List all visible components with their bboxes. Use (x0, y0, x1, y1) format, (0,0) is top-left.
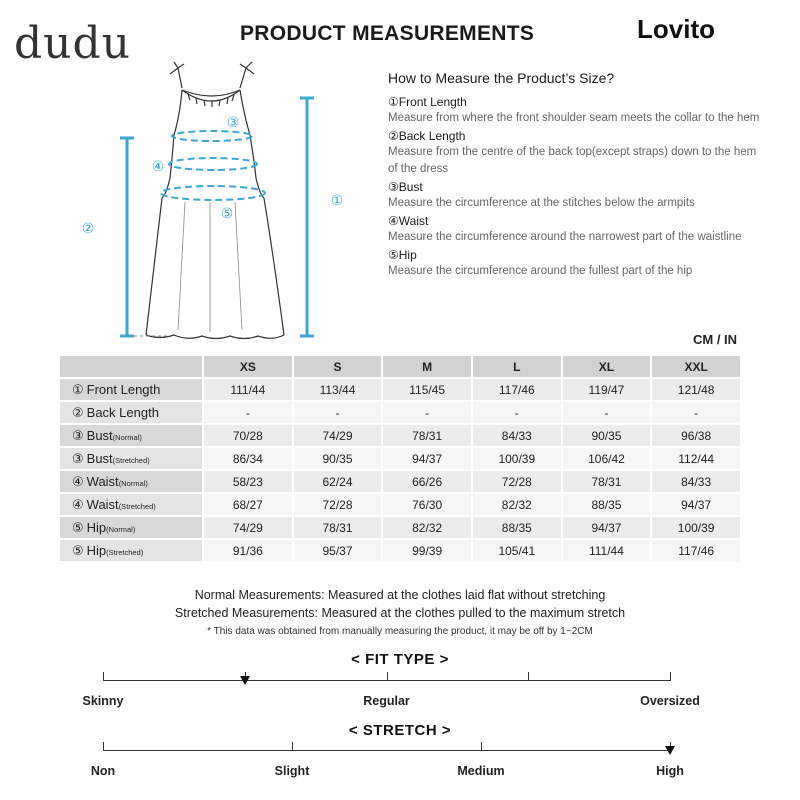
row-qualifier: (Stretched) (106, 547, 144, 557)
table-cell: 58/23 (204, 471, 292, 492)
table-cell: 72/28 (294, 494, 382, 515)
units-label: CM / IN (693, 332, 738, 347)
table-cell: 91/36 (204, 540, 292, 561)
row-number: ③ (72, 450, 84, 466)
label-back-length: ② (81, 221, 95, 237)
table-row (60, 379, 740, 400)
instruction-back-length (388, 128, 768, 178)
table-cell: 82/32 (473, 494, 561, 515)
row-label (60, 517, 202, 538)
instruction-hip (388, 247, 768, 280)
table-cell: 74/29 (294, 425, 382, 446)
table-cell: 117/46 (473, 379, 561, 400)
table-cell: - (383, 402, 471, 423)
table-cell: 121/48 (652, 379, 740, 400)
table-cell: 72/28 (473, 471, 561, 492)
table-cell: 88/35 (473, 517, 561, 538)
scale-line (103, 750, 670, 751)
row-number: ① (72, 381, 84, 397)
scale-tick (103, 672, 104, 681)
row-number: ③ (72, 427, 84, 443)
table-header-row (60, 356, 740, 377)
table-cell: 119/47 (563, 379, 651, 400)
table-row (60, 494, 740, 515)
table-cell: 62/24 (294, 471, 382, 492)
scale-tick (387, 672, 388, 681)
row-label (60, 402, 202, 423)
row-name: Hip (86, 519, 107, 535)
scale-label: Regular (363, 694, 410, 708)
instruction-desc: Measure the circumference at the stitches below the armpits (388, 197, 695, 209)
table-cell: - (473, 402, 561, 423)
scale-selected-marker (665, 746, 675, 755)
table-cell: 70/28 (204, 425, 292, 446)
table-cell: 117/46 (652, 540, 740, 561)
instruction-front-length (388, 94, 768, 127)
row-name: Bust (86, 450, 113, 466)
table-row (60, 471, 740, 492)
table-cell: 111/44 (204, 379, 292, 400)
table-cell: 100/39 (652, 517, 740, 538)
table-cell: - (204, 402, 292, 423)
row-qualifier: (Normal) (106, 524, 136, 534)
table-cell: - (294, 402, 382, 423)
table-cell: 112/44 (652, 448, 740, 469)
table-row (60, 517, 740, 538)
row-label (60, 540, 202, 561)
table-body (60, 379, 740, 561)
row-label (60, 379, 202, 400)
row-label (60, 494, 202, 515)
scale-label: Oversized (640, 694, 700, 708)
fit-type-title: < FIT TYPE > (351, 651, 449, 668)
size-header: S (294, 356, 382, 377)
size-header: M (383, 356, 471, 377)
size-header: XS (204, 356, 292, 377)
instruction-title: ③Bust (388, 180, 423, 194)
watermark: dudu (14, 18, 132, 69)
disclaimer-note: * This data was obtained from manually measuring the product, it may be off by 1~2CM (207, 626, 593, 637)
dress-outline (146, 62, 284, 339)
waist-ellipse (169, 158, 257, 170)
table-cell: 95/37 (294, 540, 382, 561)
table-cell: 78/31 (294, 517, 382, 538)
instruction-desc: Measure the circumference around the narrowest part of the waistline (388, 231, 742, 243)
brand-logo: Lovito (637, 14, 715, 44)
table-cell: 78/31 (563, 471, 651, 492)
table-cell: 90/35 (294, 448, 382, 469)
instruction-title: ①Front Length (388, 95, 467, 109)
table-cell: 94/37 (563, 517, 651, 538)
row-qualifier: (Stretched) (118, 501, 156, 511)
row-qualifier: (Normal) (118, 478, 148, 488)
table-cell: 99/39 (383, 540, 471, 561)
table-cell: - (563, 402, 651, 423)
table-cell: 78/31 (383, 425, 471, 446)
row-name: Back Length (86, 404, 159, 420)
table-cell: 100/39 (473, 448, 561, 469)
row-number: ④ (72, 496, 84, 512)
instructions-heading: How to Measure the Product’s Size? (388, 70, 615, 86)
table-cell: 90/35 (563, 425, 651, 446)
table-cell: 88/35 (563, 494, 651, 515)
measurement-instructions (388, 70, 768, 281)
bust-ellipse (172, 131, 252, 141)
row-qualifier: (Normal) (112, 432, 142, 442)
size-table (58, 354, 742, 563)
stretch-title: < STRETCH > (348, 722, 452, 739)
instruction-desc: Measure from where the front shoulder seam meets the collar to the hem (388, 112, 760, 124)
scale-tick (670, 672, 671, 681)
table-row (60, 425, 740, 446)
dress-diagram (70, 60, 370, 350)
scale-label: Skinny (82, 694, 124, 708)
table-cell: 86/34 (204, 448, 292, 469)
scale-label: Non (90, 764, 116, 778)
instruction-waist (388, 213, 768, 246)
row-name: Hip (86, 542, 107, 558)
page-title: PRODUCT MEASUREMENTS (240, 22, 535, 45)
table-cell: 111/44 (563, 540, 651, 561)
scale-tick (292, 742, 293, 751)
table-cell: 84/33 (652, 471, 740, 492)
label-waist: ④ (151, 159, 165, 175)
table-cell: 82/32 (383, 517, 471, 538)
row-qualifier: (Stretched) (112, 455, 150, 465)
table-cell: 106/42 (563, 448, 651, 469)
instruction-title: ④Waist (388, 214, 429, 228)
table-cell: 66/26 (383, 471, 471, 492)
row-name: Bust (86, 427, 113, 443)
table-cell: 105/41 (473, 540, 561, 561)
scale-selected-marker (240, 676, 250, 685)
row-label (60, 471, 202, 492)
scale-tick (103, 742, 104, 751)
row-number: ④ (72, 473, 84, 489)
row-name: Waist (86, 473, 119, 489)
stretched-measurement-note: Stretched Measurements: Measured at the clothes pulled to the maximum stretch (174, 606, 626, 620)
row-number: ② (72, 404, 84, 420)
normal-measurement-note: Normal Measurements: Measured at the clothes laid flat without stretching (194, 588, 606, 602)
instruction-title: ⑤Hip (388, 248, 417, 262)
size-header: XXL (652, 356, 740, 377)
table-row (60, 540, 740, 561)
instruction-desc: Measure the circumference around the fullest part of the hip (388, 265, 693, 277)
table-cell: 113/44 (294, 379, 382, 400)
row-number: ⑤ (72, 519, 84, 535)
size-header: L (473, 356, 561, 377)
label-front-length: ① (330, 193, 344, 209)
scale-tick (528, 672, 529, 681)
table-corner (60, 356, 202, 377)
row-label (60, 448, 202, 469)
table-row (60, 448, 740, 469)
table-cell: 94/37 (652, 494, 740, 515)
table-cell: 68/27 (204, 494, 292, 515)
scale-tick (481, 742, 482, 751)
table-cell: 94/37 (383, 448, 471, 469)
instruction-bust (388, 179, 768, 212)
row-name: Waist (86, 496, 119, 512)
row-name: Front Length (86, 381, 161, 397)
scale-label: High (656, 764, 684, 778)
row-number: ⑤ (72, 542, 84, 558)
table-row (60, 402, 740, 423)
size-header: XL (563, 356, 651, 377)
instruction-desc: Measure from the centre of the back top(except straps) down to the hem of the dress (388, 146, 757, 175)
table-cell: 74/29 (204, 517, 292, 538)
table-cell: 96/38 (652, 425, 740, 446)
row-label (60, 425, 202, 446)
table-cell: 84/33 (473, 425, 561, 446)
label-bust: ③ (226, 115, 240, 131)
scale-label: Medium (457, 764, 505, 778)
table-cell: - (652, 402, 740, 423)
label-hip: ⑤ (220, 206, 234, 222)
scale-label: Slight (274, 764, 310, 778)
table-cell: 115/45 (383, 379, 471, 400)
hip-ellipse (161, 186, 265, 200)
instruction-title: ②Back Length (388, 129, 466, 143)
table-cell: 76/30 (383, 494, 471, 515)
